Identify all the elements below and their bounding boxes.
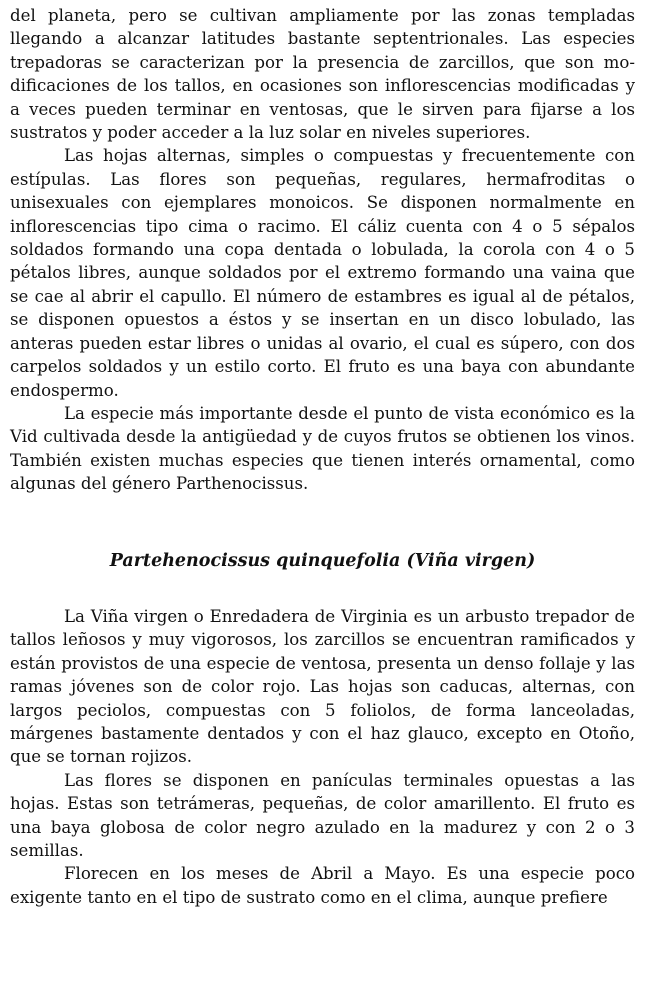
section-paragraph-1: La Viña virgen o Enredadera de Virginia es un arbusto trepador de tallos leñosos y muy vigorosos, los zarcillos se encuentran ramificados y están provistos de una especie de ventosa, presenta un denso follaje y las ramas jóvenes son de color rojo. Las hojas son caducas, alternas, con largos peciolos, compuestas con 5 foliolos, de forma lanceoladas, márgenes bastamente dentados y con el haz glauco, excepto en Otoño, que se tornan rojizos. <box>10 606 635 767</box>
intro-paragraph-1: del planeta, pero se cultivan ampliamente por las zonas templadas llegando a alcanzar latitudes bastante septentrionales. Las especies trepadoras se caracterizan por la presencia de zarcillos, que son modificaciones de los tallos, en ocasiones son inflorescencias modificadas y a veces pueden terminar en ventosas, que le sirven para fijarse a los sustratos y poder acceder a la luz solar en niveles superiores. <box>10 6 635 143</box>
intro-paragraph-3: La especie más importante desde el punto de vista económico es la Vid cultivada desde la antigüedad y de cuyos frutos se obtienen los vinos. También existen muchas especies que tienen interés ornamental, como algunas del género Parthenocissus. <box>10 403 635 494</box>
section-paragraph-3: Florecen en los meses de Abril a Mayo. Es una especie poco exigente tanto en el tipo de sustrato como en el clima, aunque prefiere <box>10 864 635 907</box>
section-heading: Partehenocissus quinquefolia (Viña virgen) <box>109 550 536 571</box>
intro-paragraph-2: Las hojas alternas, simples o compuestas y frecuentemente con estípulas. Las flores son pequeñas, regulares, hermafroditas o unisexuales con ejemplares monoicos. Se disponen normalmente en inflorescencias tipo cima o racimo. El cáliz cuenta con 4 o 5 sépalos soldados formando una copa dentada o lobulada, la corola con 4 o 5 pétalos libres, aunque soldados por el extremo formando una vaina que se cae al abrir el capullo. El número de estambres es igual al de pétalos, se disponen opuestos a éstos y se insertan en un disco lobulado, las anteras pueden estar libres o unidas al ovario, el cual es súpero, con dos carpelos soldados y un estilo corto. El fruto es una baya con abundante endospermo. <box>10 146 635 400</box>
section-paragraph-2: Las flores se disponen en panículas terminales opuestas a las hojas. Estas son tetrámeras, pequeñas, de color amarillento. El fruto es una baya globosa de color negro azulado en la madurez y con 2 o 3 semillas. <box>10 770 635 860</box>
